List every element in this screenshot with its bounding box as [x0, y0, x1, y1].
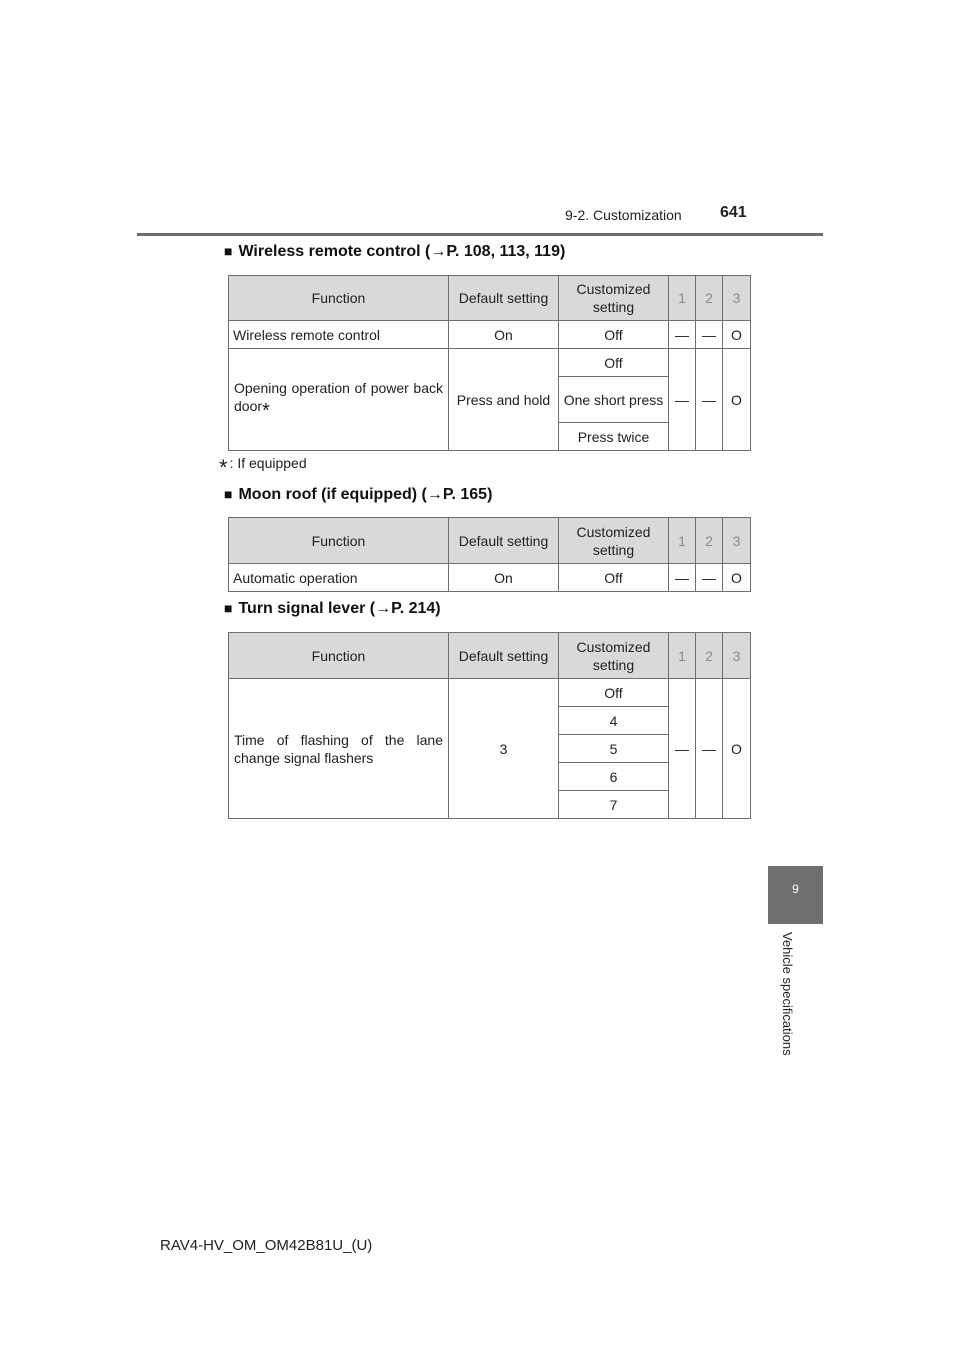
turn-signal-table — [228, 632, 751, 819]
section-title: Turn signal lever (→P. 214) — [238, 600, 441, 617]
col-function: Function — [229, 633, 449, 679]
customized-cell: Off — [559, 321, 669, 349]
section-title: Wireless remote control (→P. 108, 113, 119) — [238, 243, 566, 260]
table-header-row — [229, 276, 751, 321]
c2-cell: — — [696, 321, 723, 349]
customized-cell: 7 — [559, 791, 669, 819]
function-cell: Wireless remote control — [229, 321, 449, 349]
page-number: 641 — [720, 204, 747, 221]
col-default-setting: Default setting — [449, 633, 559, 679]
col-function: Function — [229, 276, 449, 321]
document-id: RAV4-HV_OM_OM42B81U_(U) — [160, 1237, 373, 1254]
table-row — [229, 679, 751, 707]
default-cell: Press and hold — [449, 349, 559, 451]
col-function: Function — [229, 518, 449, 564]
c3-cell: O — [723, 679, 751, 819]
section-heading-turn-signal — [224, 600, 441, 618]
c3-cell: O — [723, 321, 751, 349]
customized-cell: 6 — [559, 763, 669, 791]
col-2: 2 — [696, 518, 723, 564]
footnote — [219, 455, 307, 481]
asterisk-mark: * — [262, 400, 270, 422]
table-header-row — [229, 518, 751, 564]
bullet-square-icon: ■ — [224, 486, 233, 502]
col-default-setting: Default setting — [449, 518, 559, 564]
col-customized-setting: Customized setting — [559, 633, 669, 679]
col-customized-setting: Customized setting — [559, 276, 669, 321]
c3-cell: O — [723, 564, 751, 592]
customized-cell: Off — [559, 564, 669, 592]
customized-cell: 4 — [559, 707, 669, 735]
c1-cell: — — [669, 679, 696, 819]
customized-cell: Off — [559, 679, 669, 707]
section-heading-wireless-remote — [224, 243, 565, 261]
col-3: 3 — [723, 633, 751, 679]
c1-cell: — — [669, 564, 696, 592]
customized-cell: One short press — [559, 377, 669, 423]
customized-cell: Off — [559, 349, 669, 377]
col-1: 1 — [669, 518, 696, 564]
wireless-remote-table — [228, 275, 751, 451]
footnote-asterisk: * — [219, 455, 228, 480]
table-row — [229, 349, 751, 377]
c2-cell: — — [696, 679, 723, 819]
section-title: Moon roof (if equipped) (→P. 165) — [238, 486, 493, 503]
default-cell: On — [449, 564, 559, 592]
col-default-setting: Default setting — [449, 276, 559, 321]
function-cell: Automatic operation — [229, 564, 449, 592]
moon-roof-table — [228, 517, 751, 592]
default-cell: On — [449, 321, 559, 349]
function-cell — [229, 349, 449, 451]
c3-cell: O — [723, 349, 751, 451]
section-label: 9-2. Customization — [565, 207, 682, 223]
c2-cell: — — [696, 564, 723, 592]
col-1: 1 — [669, 276, 696, 321]
col-1: 1 — [669, 633, 696, 679]
footnote-text: : If equipped — [229, 455, 307, 471]
chapter-tab-label: Vehicle specifications — [780, 932, 795, 1056]
c1-cell: — — [669, 349, 696, 451]
function-text: Opening operation of power back door — [234, 380, 443, 414]
bullet-square-icon: ■ — [224, 600, 233, 616]
header-rule — [137, 233, 823, 236]
chapter-tab-number: 9 — [792, 882, 799, 896]
col-3: 3 — [723, 518, 751, 564]
col-2: 2 — [696, 633, 723, 679]
section-heading-moon-roof — [224, 486, 492, 504]
customized-cell: 5 — [559, 735, 669, 763]
col-customized-setting: Customized setting — [559, 518, 669, 564]
col-3: 3 — [723, 276, 751, 321]
col-2: 2 — [696, 276, 723, 321]
bullet-square-icon: ■ — [224, 243, 233, 259]
table-header-row — [229, 633, 751, 679]
table-row — [229, 564, 751, 592]
c2-cell: — — [696, 349, 723, 451]
customized-cell: Press twice — [559, 423, 669, 451]
function-cell: Time of flashing of the lane change signal flashers — [229, 679, 449, 819]
table-row — [229, 321, 751, 349]
c1-cell: — — [669, 321, 696, 349]
default-cell: 3 — [449, 679, 559, 819]
